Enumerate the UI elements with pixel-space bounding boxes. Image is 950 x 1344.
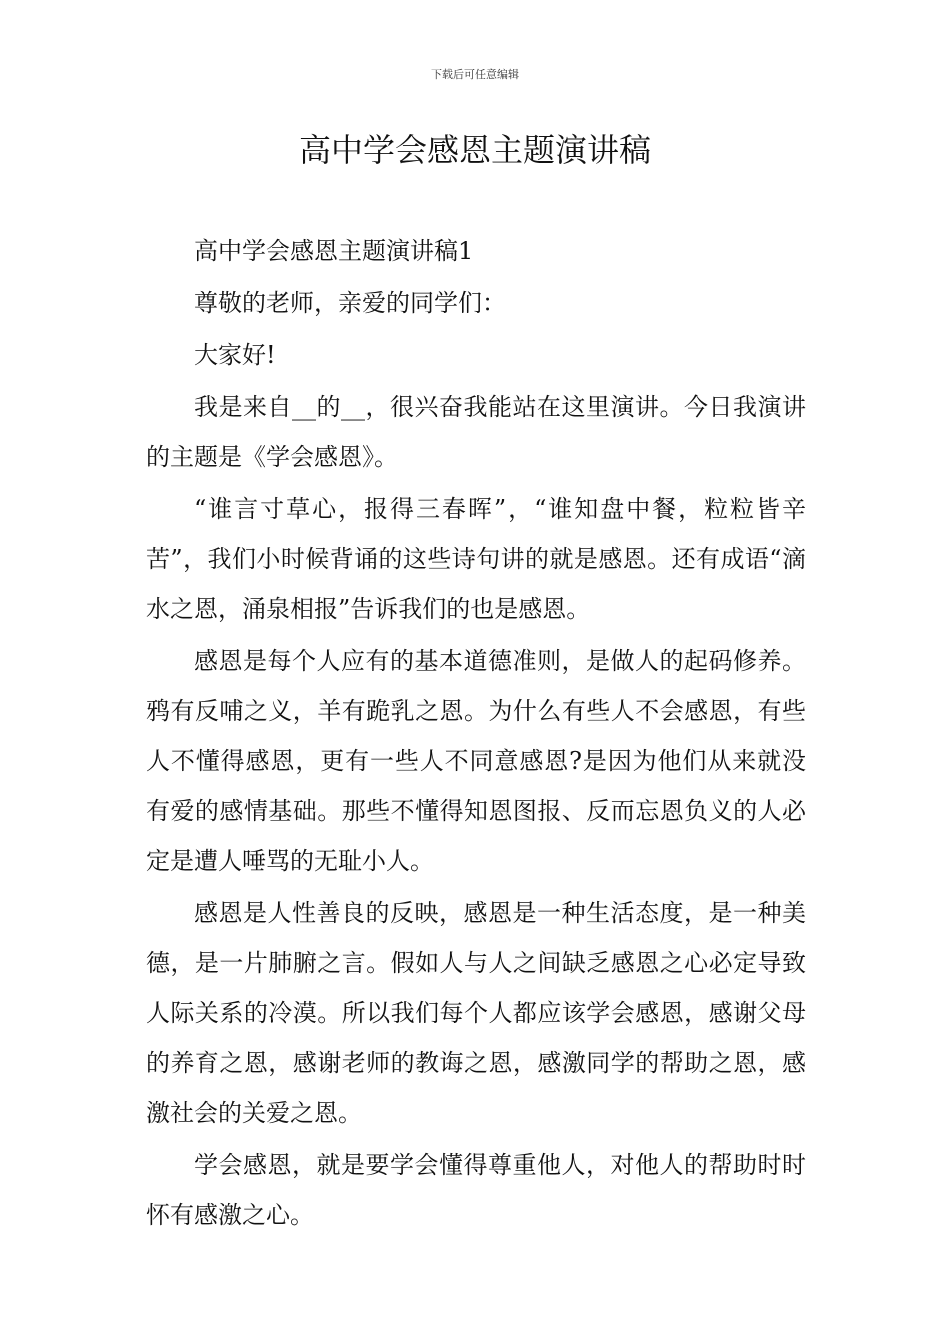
paragraph: “谁言寸草心，报得三春晖”，“谁知盘中餐，粒粒皆辛苦”，我们小时候背诵的这些诗句讲的就是感恩。还有成语“滴水之恩，涌泉相报”告诉我们的也是感恩。 xyxy=(146,495,806,623)
document-title: 高中学会感恩主题演讲稿 xyxy=(298,131,651,169)
paragraph: 我是来自__的__，很兴奋我能站在这里演讲。今日我演讲的主题是《学会感恩》。 xyxy=(146,393,806,471)
document-body xyxy=(146,226,806,1242)
paragraph-greeting: 大家好! xyxy=(194,341,276,369)
paragraph: 学会感恩，就是要学会懂得尊重他人，对他人的帮助时时怀有感激之心。 xyxy=(146,1151,806,1229)
paragraph: 感恩是人性善良的反映，感恩是一种生活态度，是一种美德，是一片肺腑之言。假如人与人之间缺乏感恩之心必定导致人际关系的冷漠。所以我们每个人都应该学会感恩，感谢父母的养育之恩，感谢老师的教诲之恩，感激同学的帮助之恩，感激社会的关爱之恩。 xyxy=(146,899,806,1127)
paragraph-salutation: 尊敬的老师，亲爱的同学们： xyxy=(194,289,506,317)
paragraph-subtitle: 高中学会感恩主题演讲稿1 xyxy=(194,237,474,265)
header-note: 下载后可任意编辑 xyxy=(431,68,519,81)
paragraph: 感恩是每个人应有的基本道德准则，是做人的起码修养。鸦有反哺之义，羊有跪乳之恩。为什么有些人不会感恩，有些人不懂得感恩，更有一些人不同意感恩?是因为他们从来就没有爱的感情基础。那些不懂得知恩图报、反而忘恩负义的人必定是遭人唾骂的无耻小人。 xyxy=(146,647,806,875)
